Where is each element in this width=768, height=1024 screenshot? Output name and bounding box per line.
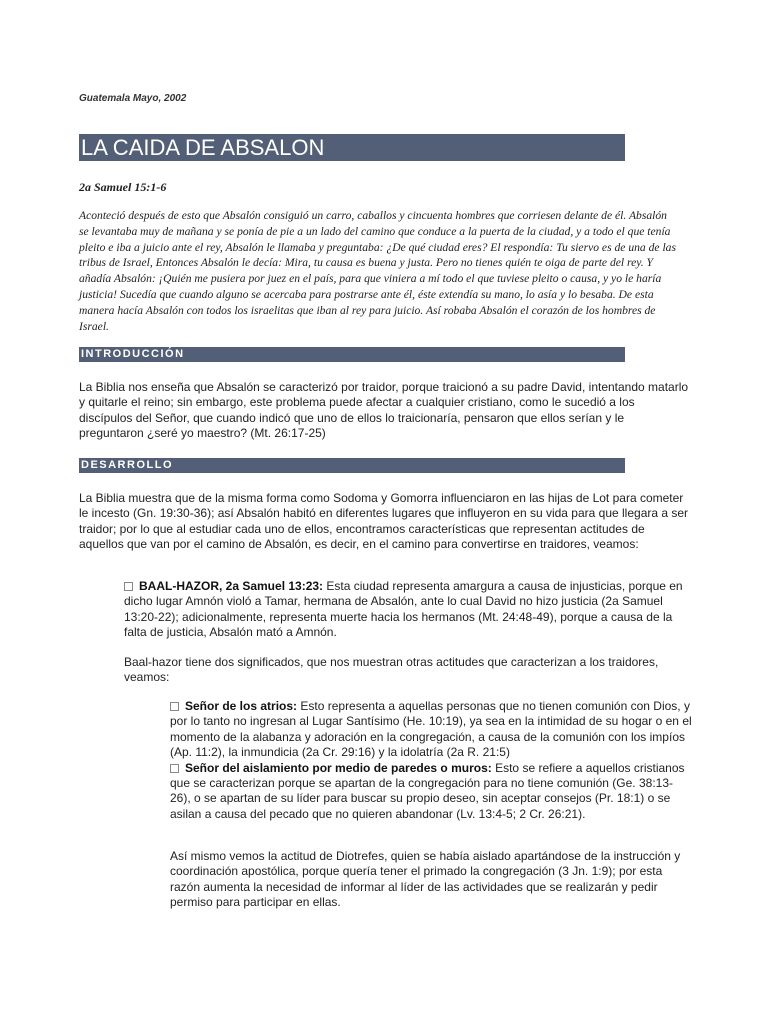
baal-hazor-label: BAAL-HAZOR, 2a Samuel 13:23: bbox=[139, 579, 324, 593]
sub-item-label: Señor del aislamiento por medio de paredes o muros: bbox=[185, 760, 492, 775]
bullet-box-icon bbox=[170, 764, 179, 773]
baal-hazor-text: Esta ciudad representa amargura a causa de injusticias, porque en dicho lugar Amnón violó a Tamar, hermana de Absalón, ante lo cual David no hizo justicia (2a Samuel 13:20-22); adicionalmente, representa muerte hacia los hermanos (Mt. 24:48-49), porque a causa de la falta de justicia, Absalón mató a Amnón. bbox=[124, 579, 683, 640]
intro-paragraph: La Biblia nos enseña que Absalón se caracterizó por traidor, porque traicionó a su padre David, intentando matarlo y quitarle el reino; sin embargo, este problema puede afectar a cualquier cristiano, como le sucedió a los discípulos del Señor, que cuando indicó que uno de ellos lo traicionaría, pensaron que ellos serían y le preguntaron ¿seré yo maestro? (Mt. 26:17-25) bbox=[79, 380, 689, 441]
sub-item-senor-aislamiento bbox=[170, 761, 692, 823]
bullet-box-icon bbox=[124, 582, 133, 591]
diotrefes-paragraph: Así mismo vemos la actitud de Diotrefes, quien se había aislado apartándose de la instrucción y coordinación apostólica, porque quería tener el primado la congregación (3 Jn. 1:9); por esta razón aumenta la necesidad de informar al líder de las actividades que se realizarán y pedir permiso para participar en ellas. bbox=[170, 849, 681, 910]
document-date: Guatemala Mayo, 2002 bbox=[79, 93, 187, 104]
scripture-text: Aconteció después de esto que Absalón consiguió un carro, caballos y cincuenta hombres que corriesen delante de él. Absalón se levantaba muy de mañana y se ponía de pie a un lado del camino que conduce a la puerta de la ciudad, y a todo el que tenía pleito e iba a juicio ante el rey, Absalón le llamaba y preguntaba: ¿De qué ciudad eres? El respondía: Tu siervo es de una de las tribus de Israel, Entonces Absalón le decía: Mira, tu causa es buena y justa. Pero no tienes quién te oiga de parte del rey. Y añadía Absalón: ¡Quién me pusiera por juez en el país, para que viniera a mí todo el que tuviese pleito o causa, y yo le haría justicia! Sucedía que cuando alguno se acercaba para postrarse ante él, éste extendía su mano, lo asía y lo besaba. De esta manera hacía Absalón con todos los israelitas que iban al rey para juicio. Así robaba Absalón el corazón de los hombres de Israel. bbox=[79, 209, 676, 333]
section-heading-desarrollo: DESARROLLO bbox=[79, 458, 625, 473]
sub-item-senor-atrios bbox=[170, 699, 692, 761]
baal-hazor-item bbox=[124, 579, 690, 641]
sub-item-list bbox=[170, 699, 692, 822]
sub-item-text: Esto representa a aquellas personas que no tienen comunión con Dios, y por lo tanto no ingresan al Lugar Santísimo (He. 10:19), ya sea en la intimidad de su hogar o en el momento de la alabanza y adoración en la congregación, a causa de la comunión con los impíos (Ap. 11:2), la inmundicia (2a Cr. 29:16) y la idolatría (2a R. 21:5) bbox=[170, 699, 692, 760]
section-heading-introduccion: INTRODUCCIÓN bbox=[79, 347, 625, 362]
meanings-intro: Baal-hazor tiene dos significados, que nos muestran otras actitudes que caracterizan a los traidores, veamos: bbox=[124, 655, 659, 685]
sub-item-label: Señor de los atrios: bbox=[185, 699, 298, 713]
scripture-reference: 2a Samuel 15:1-6 bbox=[79, 180, 167, 194]
desarrollo-paragraph: La Biblia muestra que de la misma forma como Sodoma y Gomorra influenciaron en las hijas de Lot para cometer le incesto (Gn. 19:30-36); así Absalón habitó en diferentes lugares que influyeron en su vida para que llegara a ser traidor; por lo que al estudiar cada uno de ellos, encontramos características que representan actitudes de aquellos que van por el camino de Absalón, es decir, en el camino para convertirse en traidores, veamos: bbox=[79, 491, 689, 552]
bullet-box-icon bbox=[170, 702, 179, 711]
document-title: LA CAIDA DE ABSALON bbox=[79, 134, 625, 161]
sub-item-text: Esto se refiere a aquellos cristianos que se caracterizan porque se apartan de la congregación para no tiene comunión (Ge. 38:13-26), o se apartan de su líder para buscar su propio deseo, sin aceptar consejos (Pr. 18:1) o se asilan a causa del pecado que no quieren abandonar (Lv. 13:4-5; 2 Cr. 26:21). bbox=[170, 760, 685, 821]
